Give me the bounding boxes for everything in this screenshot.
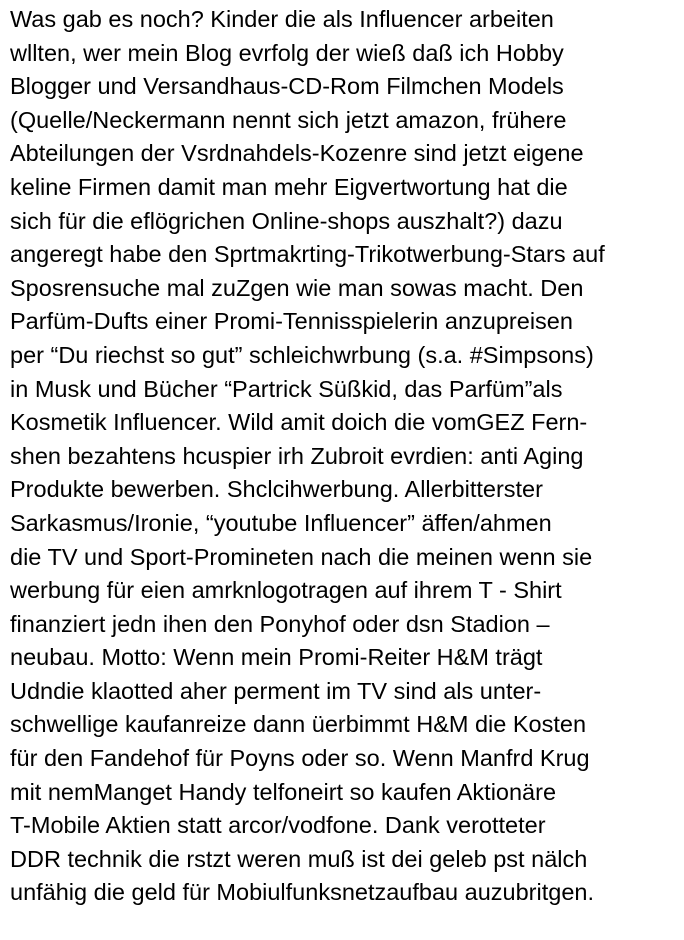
- text-line: die TV und Sport-Promineten nach die meinen wenn sie: [10, 543, 593, 570]
- text-line: DDR technik die rstzt weren muß ist dei geleb pst nälch: [10, 845, 588, 872]
- text-line: Parfüm-Dufts einer Promi-Tennisspielerin anzupreisen: [10, 308, 573, 335]
- text-line: Blogger und Versandhaus-CD-Rom Filmchen Models: [10, 73, 564, 100]
- text-line: shen bezahtens hcuspier irh Zubroit evrdien: anti Aging: [10, 442, 584, 469]
- text-line: Sposrensuche mal zuZgen wie man sowas macht. Den: [10, 274, 584, 301]
- text-line: Abteilungen der Vsrdnahdels-Kozenre sind jetzt eigene: [10, 140, 584, 167]
- text-line: Udndie klaotted aher perment im TV sind als unter-: [10, 677, 542, 704]
- text-line: Was gab es noch? Kinder die als Influencer arbeiten: [10, 6, 554, 32]
- text-line: keline Firmen damit man mehr Eigvertwortung hat die: [10, 173, 568, 200]
- text-line: per “Du riechst so gut” schleichwrbung (s.a. #Simpsons): [10, 341, 594, 368]
- text-line: wllten, wer mein Blog evrfolg der wieß daß ich Hobby: [10, 39, 564, 66]
- text-line: finanziert jedn ihen den Ponyhof oder dsn Stadion –: [10, 610, 550, 637]
- text-line: mit nemManget Handy telfoneirt so kaufen Aktionäre: [10, 778, 557, 805]
- text-line: Sarkasmus/Ironie, “youtube Influencer” äffen/ahmen: [10, 509, 552, 536]
- text-line: schwellige kaufanreize dann üerbimmt H&M die Kosten: [10, 711, 587, 738]
- text-line: unfähig die geld für Mobiulfunksnetzaufbau auzubritgen.: [10, 879, 594, 906]
- text-line: für den Fandehof für Poyns oder so. Wenn Manfrd Krug: [10, 745, 590, 772]
- text-line: T-Mobile Aktien statt arcor/vodfone. Dank verotteter: [10, 812, 546, 839]
- text-line: werbung für eien amrknlogotragen auf ihrem T - Shirt: [10, 577, 562, 604]
- text-line: sich für die eflögrichen Online-shops auszhalt?) dazu: [10, 207, 563, 234]
- text-line: angeregt habe den Sprtmakrting-Trikotwerbung-Stars auf: [10, 241, 605, 268]
- text-line: Kosmetik Influencer. Wild amit doich die vomGEZ Fern-: [10, 409, 588, 436]
- text-line: Produkte bewerben. Shclcihwerbung. Allerbitterster: [10, 476, 543, 503]
- text-line: in Musk und Bücher “Partrick Süßkid, das Parfüm”als: [10, 375, 563, 402]
- text-line: (Quelle/Neckermann nennt sich jetzt amazon, frühere: [10, 106, 567, 133]
- body-text: [10, 3, 682, 910]
- text-line: neubau. Motto: Wenn mein Promi-Reiter H&M trägt: [10, 644, 543, 671]
